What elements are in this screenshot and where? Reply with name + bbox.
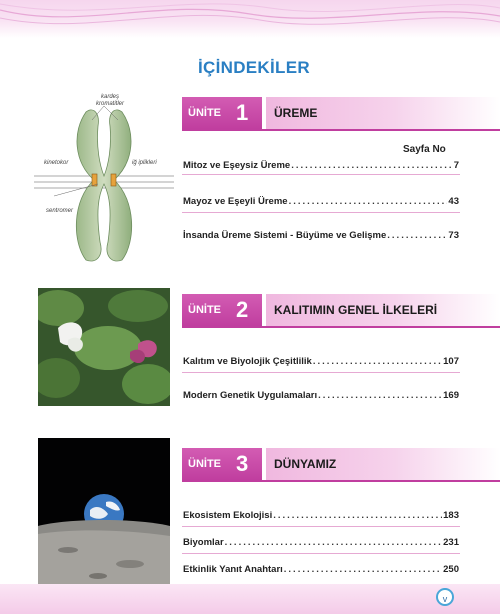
toc-entry-page: 73	[448, 230, 459, 241]
toc-entry[interactable]	[183, 564, 459, 575]
toc-entry[interactable]	[183, 510, 459, 521]
unit-2-word: ÜNİTE	[188, 304, 221, 316]
toc-entry[interactable]	[183, 356, 459, 367]
page-number: v	[436, 588, 454, 606]
toc-entry[interactable]	[183, 537, 459, 548]
toc-entry[interactable]	[183, 160, 459, 171]
kinetochore-label: kinetokor	[44, 160, 69, 166]
toc-entry-page: 231	[443, 537, 459, 548]
leader-dots	[225, 537, 442, 548]
page-title: İÇİNDEKİLER	[198, 58, 310, 77]
toc-entry-label: Kalıtım ve Biyolojik Çeşitlilik	[183, 356, 312, 367]
unit-1-header	[182, 97, 500, 129]
unit-1-title: ÜREME	[274, 106, 318, 120]
toc-entry-label: Mitoz ve Eşeysiz Üreme	[183, 160, 291, 171]
toc-entry[interactable]	[183, 390, 459, 401]
leader-dots	[273, 510, 442, 521]
unit-3-rule	[182, 480, 500, 482]
pea-plant-photo	[38, 288, 170, 406]
toc-entry-page: 43	[448, 196, 459, 207]
leader-dots	[318, 390, 442, 401]
earthrise-photo	[38, 438, 170, 588]
toc-entry-page: 169	[443, 390, 459, 401]
leader-dots	[284, 564, 442, 575]
toc-entry-page: 7	[453, 160, 459, 171]
toc-entry-label: Ekosistem Ekolojisi	[183, 510, 273, 521]
leader-dots	[387, 230, 447, 241]
sister-chromatids-label: kardeş kromatitler	[95, 94, 124, 107]
unit-2-rule	[182, 326, 500, 328]
toc-entry-label: Etkinlik Yanıt Anahtarı	[183, 564, 283, 575]
leader-dots	[291, 160, 453, 171]
unit-1-word: ÜNİTE	[188, 107, 221, 119]
toc-entry-page: 250	[443, 564, 459, 575]
footer-decoration	[0, 584, 500, 614]
unit-1-number: 1	[236, 100, 249, 125]
toc-divider	[182, 372, 460, 373]
unit-1-rule	[182, 129, 500, 131]
spindle-fibers-label: iğ iplikleri	[132, 160, 157, 166]
toc-divider	[182, 526, 460, 527]
header-decoration	[0, 0, 500, 38]
chromosome-illustration	[34, 92, 174, 264]
unit-2-number: 2	[236, 297, 249, 322]
toc-entry-page: 107	[443, 356, 459, 367]
unit-3-header	[182, 448, 500, 480]
toc-entry-label: Mayoz ve Eşeyli Üreme	[183, 196, 288, 207]
unit-3-title: DÜNYAMIZ	[274, 457, 337, 471]
leader-dots	[289, 196, 448, 207]
toc-entry-label: Biyomlar	[183, 537, 224, 548]
leader-dots	[313, 356, 442, 367]
toc-entry-label: İnsanda Üreme Sistemi - Büyüme ve Gelişme	[183, 230, 387, 241]
toc-entry-label: Modern Genetik Uygulamaları	[183, 390, 318, 401]
unit-3-word: ÜNİTE	[188, 458, 221, 470]
unit-3-number: 3	[236, 451, 249, 476]
toc-entry[interactable]	[183, 230, 459, 241]
centromere-label: sentromer	[46, 208, 74, 214]
unit-2-header	[182, 294, 500, 326]
unit-2-title: KALITIMIN GENEL İLKELERİ	[274, 303, 438, 317]
toc-divider	[182, 174, 460, 175]
page-column-header: Sayfa No	[403, 144, 446, 155]
toc-divider	[182, 553, 460, 554]
toc-divider	[182, 212, 460, 213]
toc-entry-page: 183	[443, 510, 459, 521]
toc-entry[interactable]	[183, 196, 459, 207]
